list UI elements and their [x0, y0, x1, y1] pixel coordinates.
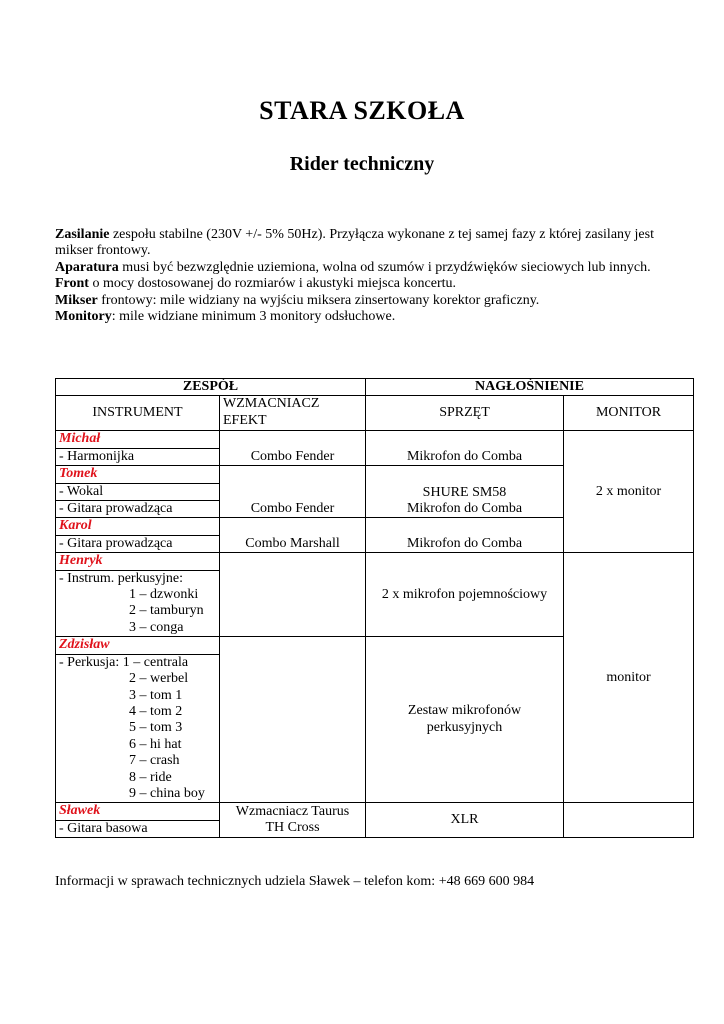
instrument-zdzislaw — [56, 654, 220, 803]
member-name-tomek: Tomek — [56, 466, 220, 483]
equipment-text: musi być bezwzględnie uziemiona, wolna od szumów i przydźwięków sieciowych lub innych. — [118, 259, 651, 275]
amp-karol: Combo Marshall — [220, 518, 366, 553]
amp-zdzislaw — [220, 637, 366, 803]
rider-table — [55, 378, 694, 838]
mixer-text: frontowy: mile widziany na wyjściu miksera zinsertowany korektor graficzny. — [97, 292, 540, 308]
amp-slawek: Wzmacniacz Taurus TH Cross — [220, 803, 366, 838]
monitor-group-1: 2 x monitor — [564, 431, 694, 553]
power-text: zespołu stabilne (230V +/- 5% 50Hz). Przyłącza wykonane z tej samej fazy z której zasilany jest mikser frontowy. — [55, 227, 654, 259]
member-name-karol: Karol — [56, 518, 220, 535]
amp-tomek: Combo Fender — [220, 466, 366, 518]
mixer-label: Mikser — [55, 292, 98, 308]
instrument-slawek: - Gitara basowa — [56, 820, 220, 837]
mixer-requirement — [55, 293, 695, 309]
monitors-text: : mile widziane minimum 3 monitory odsłuchowe. — [111, 309, 396, 325]
zdzislaw-item: 5 – tom 3 — [129, 720, 183, 736]
zdzislaw-item: 9 – china boy — [129, 785, 205, 801]
document-title: STARA SZKOŁA — [259, 96, 465, 125]
zdzislaw-item: 3 – tom 1 — [129, 687, 183, 703]
gear-karol: Mikrofon do Comba — [366, 518, 564, 553]
amp-michal: Combo Fender — [220, 431, 366, 466]
monitor-column-header: MONITOR — [564, 396, 694, 431]
sound-group-header: NAGŁOŚNIENIE — [366, 379, 694, 396]
zdzislaw-item: 2 – werbel — [129, 671, 189, 687]
zdzislaw-item: 8 – ride — [129, 769, 172, 785]
member-name-zdzislaw: Zdzisław — [56, 637, 220, 654]
instrument-column-header: INSTRUMENT — [56, 396, 220, 431]
henryk-item: 1 – dzwonki — [129, 587, 199, 603]
monitor-group-2: monitor — [564, 553, 694, 803]
member-name-henryk: Henryk — [56, 553, 220, 570]
power-requirement — [55, 227, 695, 260]
intro-requirements — [55, 227, 695, 325]
contact-info: Informacji w sprawach technicznych udziela Sławek – telefon kom: +48 669 600 984 — [55, 874, 535, 889]
equipment-requirement — [55, 260, 695, 276]
zdzislaw-item: 4 – tom 2 — [129, 703, 183, 719]
member-name-michal: Michał — [56, 431, 220, 448]
gear-henryk: 2 x mikrofon pojemnościowy — [366, 553, 564, 637]
gear-michal: Mikrofon do Comba — [366, 431, 564, 466]
front-text: o mocy dostosowanej do rozmiarów i akustyki miejsca koncertu. — [88, 276, 456, 292]
henryk-item: 3 – conga — [129, 619, 184, 635]
front-requirement — [55, 276, 695, 292]
monitors-label: Monitory — [55, 309, 112, 325]
monitor-slawek — [564, 803, 694, 838]
amp-column-header: WZMACNIACZ EFEKT — [220, 396, 366, 431]
gear-slawek: XLR — [366, 803, 564, 838]
document-subtitle: Rider techniczny — [289, 153, 435, 175]
instrument-tomek-vocal: - Wokal — [56, 483, 220, 500]
henryk-instrument-label: - Instrum. perkusyjne: — [59, 570, 184, 586]
gear-column-header: SPRZĘT — [366, 396, 564, 431]
power-label: Zasilanie — [55, 227, 110, 242]
equipment-label: Aparatura — [55, 259, 119, 275]
amp-henryk — [220, 553, 366, 637]
zdzislaw-drums-label: - Perkusja: 1 – centrala — [59, 654, 189, 670]
instrument-tomek-guitar: - Gitara prowadząca — [56, 501, 220, 518]
instrument-henryk — [56, 570, 220, 637]
gear-zdzislaw: Zestaw mikrofonów perkusyjnych — [366, 637, 564, 803]
zdzislaw-item: 6 – hi hat — [129, 736, 182, 752]
band-group-header: ZESPÓŁ — [56, 379, 366, 396]
member-name-slawek: Sławek — [56, 803, 220, 820]
zdzislaw-item: 7 – crash — [129, 753, 180, 769]
instrument-michal: - Harmonijka — [56, 448, 220, 465]
front-label: Front — [55, 276, 89, 292]
henryk-item: 2 – tamburyn — [129, 603, 204, 619]
monitors-requirement — [55, 309, 695, 325]
gear-tomek: SHURE SM58 Mikrofon do Comba — [366, 466, 564, 518]
instrument-karol: - Gitara prowadząca — [56, 535, 220, 552]
